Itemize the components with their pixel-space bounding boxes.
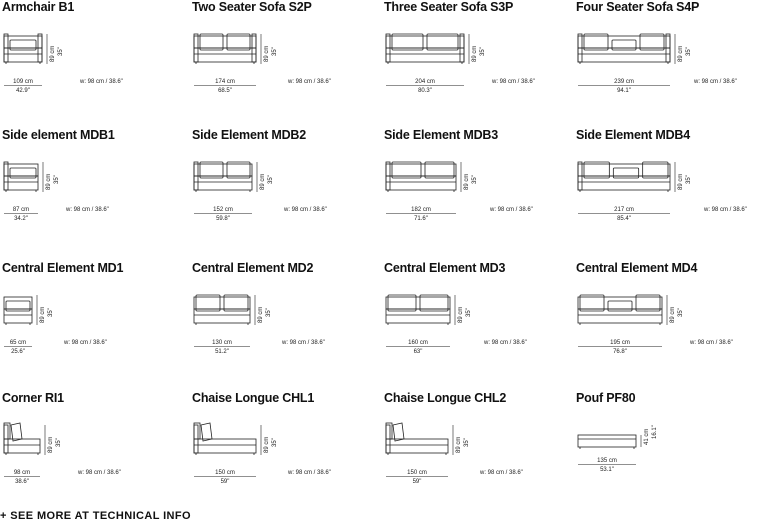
- width-cm-label: 150 cm: [215, 470, 235, 476]
- height-in-label: 35": [686, 47, 692, 56]
- width-cm-label: 204 cm: [415, 79, 435, 85]
- cushion: [608, 301, 632, 311]
- width-in-label: 42.9": [16, 88, 30, 94]
- width-in-label: 59": [220, 479, 230, 485]
- width-cm-label: 150 cm: [407, 470, 427, 476]
- product-card: [384, 391, 574, 519]
- height-in-label: 35": [268, 175, 274, 184]
- width-cm-label: 195 cm: [610, 340, 630, 346]
- product-drawing: [2, 283, 190, 363]
- width-cm-label: 217 cm: [614, 207, 634, 213]
- product-drawing: [192, 283, 380, 363]
- height-cm-label: 89 cm: [464, 173, 470, 190]
- height-cm-label: 89 cm: [40, 306, 46, 323]
- width-in-label: 80.3": [418, 88, 432, 94]
- depth-label: w: 98 cm / 38.6": [284, 207, 327, 213]
- product-drawing: [384, 283, 572, 363]
- width-cm-label: 87 cm: [12, 207, 30, 213]
- sofa-outline: [194, 34, 256, 64]
- height-cm-label: 89 cm: [48, 436, 54, 453]
- height-cm-label: 89 cm: [50, 45, 56, 62]
- depth-label: w: 98 cm / 38.6": [80, 79, 123, 85]
- product-card: [576, 128, 766, 256]
- height-cm-label: 89 cm: [258, 306, 264, 323]
- sofa-outline: [578, 34, 670, 64]
- product-card: [384, 128, 574, 256]
- height-cm-label: 89 cm: [678, 173, 684, 190]
- height-cm-label: 89 cm: [260, 173, 266, 190]
- cushion: [227, 34, 250, 50]
- product-card: [192, 391, 382, 519]
- product-card: [2, 0, 192, 128]
- cushion: [612, 40, 636, 50]
- width-in-label: 38.6": [15, 479, 29, 485]
- product-drawing: [2, 150, 190, 230]
- product-card: [192, 128, 382, 256]
- depth-label: w: 98 cm / 38.6": [66, 207, 109, 213]
- product-drawing: [192, 413, 380, 493]
- product-title: Side Element MDB2: [192, 128, 306, 142]
- height-in-label: 35": [58, 47, 64, 56]
- product-drawing: [384, 150, 572, 230]
- product-drawing: [2, 413, 190, 493]
- width-cm-label: 160 cm: [408, 340, 428, 346]
- height-cm-label: 89 cm: [456, 436, 462, 453]
- cushion: [640, 34, 664, 50]
- width-in-label: 76.8": [613, 349, 627, 355]
- cushion: [613, 168, 638, 178]
- sofa-outline: [4, 162, 38, 192]
- sofa-outline: [578, 435, 636, 449]
- height-in-label: 16.1": [652, 425, 658, 439]
- product-drawing: [576, 283, 764, 363]
- width-cm-label: 65 cm: [9, 340, 27, 346]
- product-drawing: [2, 22, 190, 102]
- height-cm-label: 89 cm: [264, 45, 270, 62]
- sofa-back: [386, 297, 450, 309]
- depth-label: w: 98 cm / 38.6": [282, 340, 325, 346]
- product-card: [2, 391, 192, 519]
- sofa-base: [4, 439, 40, 453]
- sofa-back: [578, 164, 670, 176]
- height-cm-label: 41 cm: [644, 428, 650, 445]
- sofa-back: [578, 36, 670, 48]
- sofa-outline: [194, 162, 252, 192]
- width-in-label: 59.8": [216, 216, 230, 222]
- product-title: Chaise Longue CHL2: [384, 391, 507, 405]
- product-title: Armchair B1: [2, 0, 75, 14]
- height-in-label: 35": [266, 308, 272, 317]
- see-more-technical-info-link[interactable]: + SEE MORE AT TECHNICAL INFO: [0, 510, 191, 522]
- cushion: [6, 301, 30, 311]
- product-drawing: [192, 22, 380, 102]
- height-in-label: 35": [472, 175, 478, 184]
- product-drawing: [192, 150, 380, 230]
- width-cm-label: 182 cm: [411, 207, 431, 213]
- width-in-label: 71.6": [414, 216, 428, 222]
- height-in-label: 35": [48, 308, 54, 317]
- cushion: [201, 423, 212, 441]
- sofa-outline: [4, 297, 32, 325]
- product-title: Side element MDB1: [2, 128, 115, 142]
- depth-label: w: 98 cm / 38.6": [694, 79, 737, 85]
- width-in-label: 53.1": [600, 467, 614, 473]
- cushion: [10, 168, 36, 178]
- depth-label: w: 98 cm / 38.6": [492, 79, 535, 85]
- sofa-back: [386, 36, 464, 48]
- width-cm-label: 130 cm: [212, 340, 232, 346]
- height-in-label: 35": [464, 438, 470, 447]
- depth-label: w: 98 cm / 38.6": [288, 470, 331, 476]
- height-in-label: 35": [480, 47, 486, 56]
- product-card: [576, 391, 766, 519]
- product-drawing: [384, 413, 572, 493]
- sofa-back: [578, 297, 662, 309]
- height-in-label: 35": [678, 308, 684, 317]
- height-cm-label: 89 cm: [678, 45, 684, 62]
- depth-label: w: 98 cm / 38.6": [64, 340, 107, 346]
- height-in-label: 35": [272, 47, 278, 56]
- cushion: [427, 34, 458, 50]
- width-cm-label: 135 cm: [597, 458, 617, 464]
- width-in-label: 68.5": [218, 88, 232, 94]
- sofa-back: [4, 164, 38, 176]
- product-card: [2, 128, 192, 256]
- sofa-back: [4, 297, 32, 309]
- product-card: [192, 0, 382, 128]
- sofa-outline: [578, 295, 662, 325]
- depth-label: w: 98 cm / 38.6": [78, 470, 121, 476]
- product-drawing: [576, 22, 764, 102]
- depth-label: w: 98 cm / 38.6": [288, 79, 331, 85]
- cushion: [200, 34, 223, 50]
- product-drawing: [384, 22, 572, 102]
- depth-label: w: 98 cm / 38.6": [690, 340, 733, 346]
- product-title: Central Element MD3: [384, 261, 506, 275]
- height-cm-label: 89 cm: [472, 45, 478, 62]
- sofa-outline: [578, 162, 670, 192]
- product-card: [192, 261, 382, 389]
- width-in-label: 85.4": [617, 216, 631, 222]
- width-in-label: 63": [413, 349, 423, 355]
- width-cm-label: 152 cm: [213, 207, 233, 213]
- height-cm-label: 89 cm: [458, 306, 464, 323]
- width-cm-label: 174 cm: [215, 79, 235, 85]
- product-title: Side Element MDB3: [384, 128, 498, 142]
- product-title: Central Element MD1: [2, 261, 124, 275]
- depth-label: w: 98 cm / 38.6": [484, 340, 527, 346]
- height-in-label: 35": [272, 438, 278, 447]
- sofa-back: [194, 36, 256, 48]
- product-card: [2, 261, 192, 389]
- product-card: [576, 0, 766, 128]
- product-title: Central Element MD2: [192, 261, 314, 275]
- cushion: [584, 34, 608, 50]
- sofa-outline: [4, 423, 40, 455]
- product-title: Central Element MD4: [576, 261, 698, 275]
- width-in-label: 51.2": [215, 349, 229, 355]
- height-in-label: 35": [686, 175, 692, 184]
- width-in-label: 34.2": [14, 216, 28, 222]
- product-title: Chaise Longue CHL1: [192, 391, 315, 405]
- width-cm-label: 239 cm: [614, 79, 634, 85]
- sofa-outline: [194, 295, 250, 325]
- sofa-outline: [386, 423, 448, 455]
- cushion: [10, 40, 36, 50]
- pouf-body: [578, 435, 636, 447]
- height-in-label: 35": [56, 438, 62, 447]
- sofa-outline: [386, 162, 456, 192]
- height-cm-label: 89 cm: [670, 306, 676, 323]
- sofa-back: [194, 297, 250, 309]
- depth-label: w: 98 cm / 38.6": [490, 207, 533, 213]
- product-drawing: [576, 413, 764, 493]
- sofa-outline: [4, 34, 42, 64]
- product-card: [576, 261, 766, 389]
- product-title: Side Element MDB4: [576, 128, 690, 142]
- cushion: [11, 423, 22, 441]
- height-in-label: 35": [54, 175, 60, 184]
- sofa-outline: [386, 34, 464, 64]
- product-title: Pouf PF80: [576, 391, 636, 405]
- sofa-outline: [194, 423, 256, 455]
- depth-label: w: 98 cm / 38.6": [704, 207, 747, 213]
- product-drawing: [576, 150, 764, 230]
- depth-label: w: 98 cm / 38.6": [480, 470, 523, 476]
- product-title: Four Seater Sofa S4P: [576, 0, 700, 14]
- width-in-label: 25.6": [11, 349, 25, 355]
- width-in-label: 94.1": [617, 88, 631, 94]
- product-card: [384, 261, 574, 389]
- width-cm-label: 109 cm: [13, 79, 33, 85]
- product-title: Two Seater Sofa S2P: [192, 0, 312, 14]
- sofa-outline: [386, 295, 450, 325]
- width-in-label: 59": [412, 479, 422, 485]
- product-card: [384, 0, 574, 128]
- cushion: [393, 423, 404, 441]
- height-in-label: 35": [466, 308, 472, 317]
- width-cm-label: 98 cm: [13, 470, 31, 476]
- cushion: [392, 34, 423, 50]
- height-cm-label: 89 cm: [264, 436, 270, 453]
- product-title: Three Seater Sofa S3P: [384, 0, 514, 14]
- height-cm-label: 89 cm: [46, 173, 52, 190]
- product-title: Corner RI1: [2, 391, 64, 405]
